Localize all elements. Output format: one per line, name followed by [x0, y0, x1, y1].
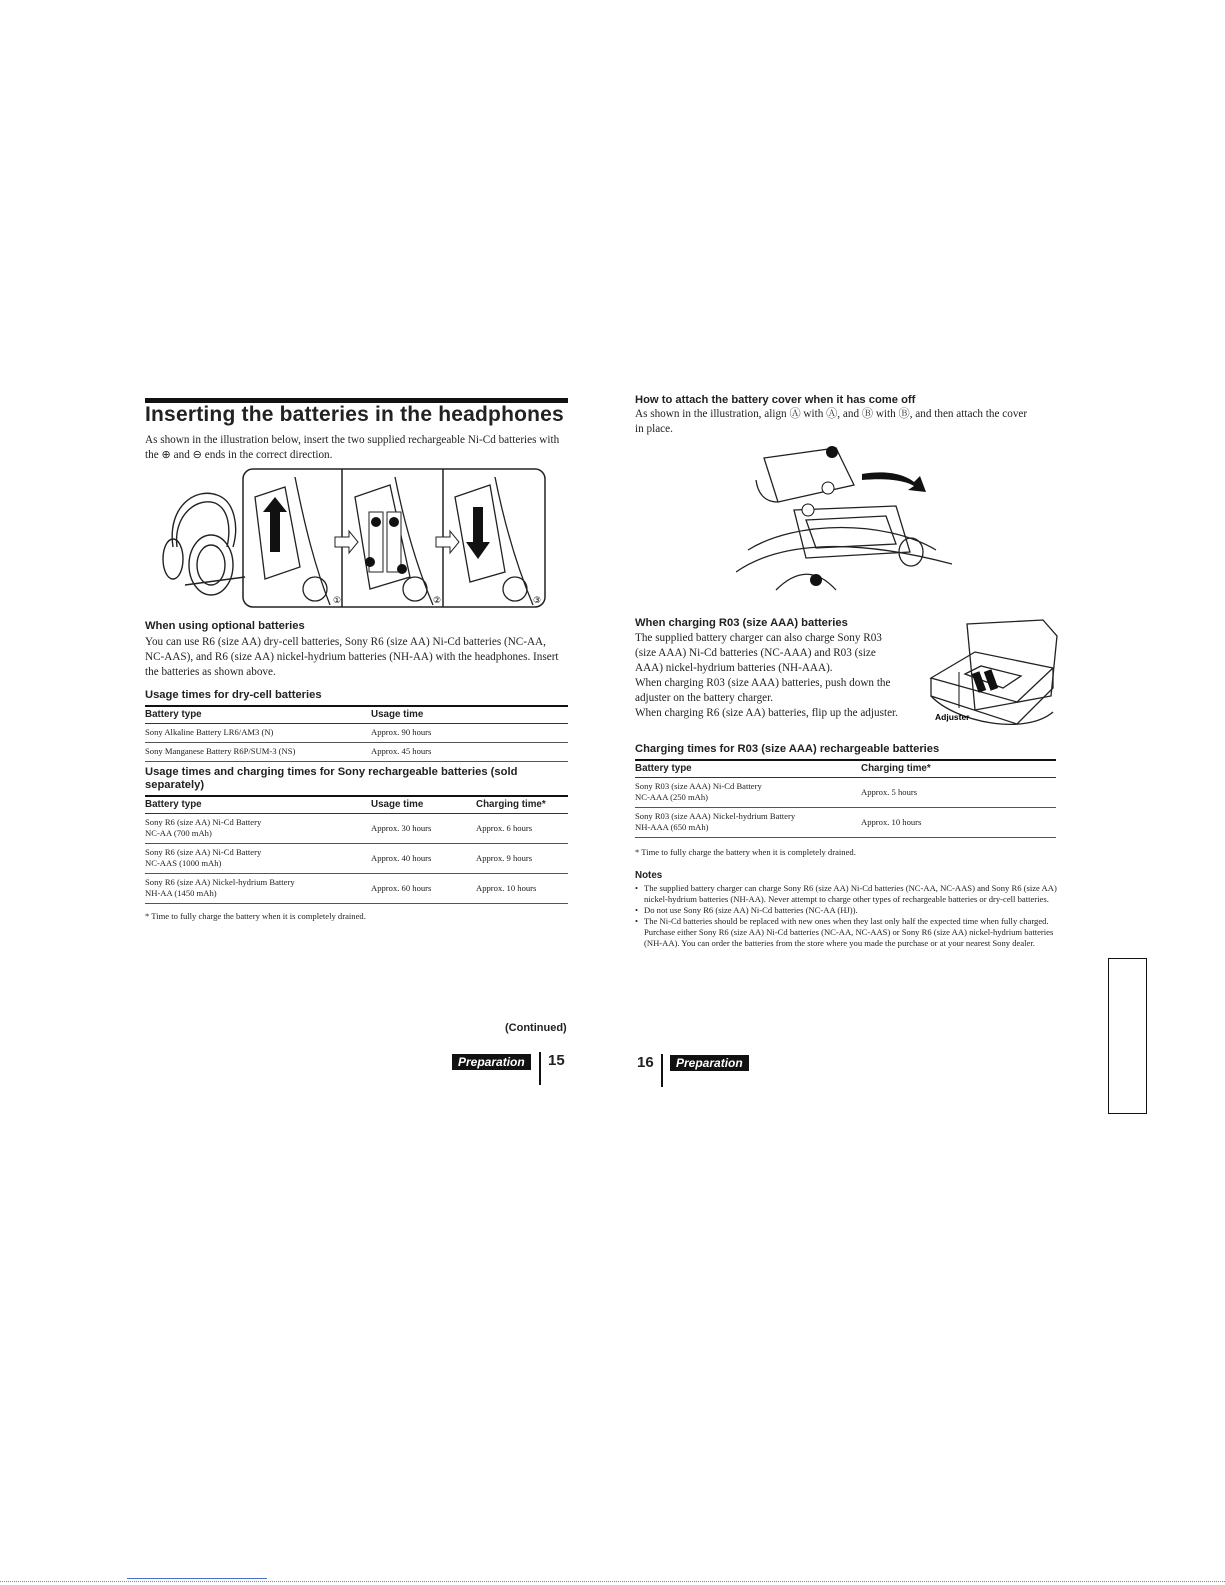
r03-text-block	[635, 631, 900, 721]
section-tab-right: Preparation	[670, 1055, 749, 1071]
dry-cell-table: Battery type Usage time Sony Alkaline Battery LR6/AM3 (N) Approx. 90 hours Sony Manganese Battery R6P/SUM-3 (NS) Approx. 45 hours	[145, 705, 568, 762]
arrow-right-icon	[862, 472, 926, 492]
arrow-up-icon	[263, 497, 287, 552]
cover-text: As shown in the illustration, align Ⓐ with Ⓐ, and Ⓑ with Ⓑ, and then attach the cover in place.	[635, 408, 1028, 435]
right-footnote: * Time to fully charge the battery when it is completely drained.	[635, 847, 856, 857]
marker-b-icon	[802, 504, 814, 516]
marker-a-icon	[810, 574, 822, 586]
marker-a-icon	[826, 446, 838, 458]
figure-label-2: ②	[433, 596, 442, 606]
r03-text-3: When charging R6 (size AA) batteries, flip up the adjuster.	[635, 707, 898, 719]
page-number-right: 16	[637, 1054, 654, 1071]
charge-table: Battery type Charging time* Sony R03 (size AAA) Ni-Cd Battery NC-AAA (250 mAh) Approx. 5 hours Sony R03 (size AAA) Nickel-hydrium Battery NH-AAA (650 mAh) Approx. 10 hours	[635, 759, 1056, 838]
link-underline	[127, 1578, 267, 1579]
adjuster-label: Adjuster	[935, 712, 970, 722]
battery-cover-illustration	[736, 440, 952, 592]
continued-label: (Continued)	[505, 1022, 567, 1034]
headphone-icon	[163, 493, 245, 595]
dry-cell-table-heading: Usage times for dry-cell batteries	[145, 689, 322, 701]
r03-text-2: When charging R03 (size AAA) batteries, push down the adjuster on the battery charger.	[635, 677, 891, 704]
charge-table-heading: Charging times for R03 (size AAA) rechargeable batteries	[635, 743, 940, 755]
left-footnote: * Time to fully charge the battery when it is completely drained.	[145, 911, 366, 921]
page-divider-left	[539, 1052, 541, 1085]
section-tab-left: Preparation	[452, 1054, 531, 1070]
table-row: Sony Manganese Battery R6P/SUM-3 (NS) Approx. 45 hours	[145, 743, 568, 762]
table-row: Sony R03 (size AAA) Ni-Cd Battery NC-AAA (250 mAh) Approx. 5 hours	[635, 778, 1056, 808]
table-row: Sony Alkaline Battery LR6/AM3 (N) Approx. 90 hours	[145, 724, 568, 743]
note-item: • The supplied battery charger can charge Sony R6 (size AA) Ni-Cd batteries (NC-AA, NC-AAS) and Sony R6 (size AA) nickel-hydrium batteries (NH-AA). Never attempt to charge other types of rechargeable batteries or dry-cell batteries.	[635, 883, 1060, 905]
marker-b-icon	[822, 482, 834, 494]
battery-insertion-illustration	[155, 467, 547, 611]
figure-label-1: ①	[333, 596, 342, 606]
notes-section	[635, 870, 1060, 949]
next-step-arrow-icon	[335, 531, 358, 553]
arrow-down-icon	[466, 507, 490, 559]
optional-batteries-text: You can use R6 (size AA) dry-cell batteries, Sony R6 (size AA) Ni-Cd batteries (NC-AA, NC-AAS), and R6 (size AA) nickel-hydrium batteries (NH-AA) with the headphones. Insert the batteries as shown above.	[145, 636, 559, 678]
table-row: Sony R6 (size AA) Nickel-hydrium Battery NH-AA (1450 mAh) Approx. 60 hours Approx. 10 hours	[145, 874, 568, 904]
page-number-left: 15	[548, 1052, 565, 1069]
cover-heading: How to attach the battery cover when it has come off	[635, 394, 916, 406]
optional-batteries-heading: When using optional batteries	[145, 620, 305, 632]
page-edge-dots	[0, 1581, 1225, 1582]
charger-illustration	[925, 612, 1077, 740]
rechargeable-table-heading: Usage times and charging times for Sony rechargeable batteries (sold separately)	[145, 766, 518, 791]
thumb-index-box	[1108, 958, 1147, 1114]
table-row: Sony R6 (size AA) Ni-Cd Battery NC-AAS (1000 mAh) Approx. 40 hours Approx. 9 hours	[145, 844, 568, 874]
table-row: Sony R03 (size AAA) Nickel-hydrium Battery NH-AAA (650 mAh) Approx. 10 hours	[635, 808, 1056, 838]
figure-label-3: ③	[533, 596, 542, 606]
intro-text: As shown in the illustration below, insert the two supplied rechargeable Ni-Cd batteries with the ⊕ and ⊖ ends in the correct direction.	[145, 434, 560, 461]
r03-text-1: The supplied battery charger can also charge Sony R03 (size AAA) Ni-Cd batteries (NC-AAA) and R03 (size AAA) nickel-hydrium batteries (NH-AAA).	[635, 632, 882, 674]
note-item: • The Ni-Cd batteries should be replaced with new ones when they last only half the expected time when fully charged. Purchase either Sony R6 (size AA) Ni-Cd batteries (NC-AA, NC-AAS) or Sony R6 (size AA) nickel-hydrium batteries (NH-AA). You can order the batteries from the store where you made the purchase or at your nearest Sony dealer.	[635, 916, 1060, 949]
r03-heading: When charging R03 (size AAA) batteries	[635, 617, 848, 629]
note-item: • Do not use Sony R6 (size AA) Ni-Cd batteries (NC-AA (HJ)).	[635, 905, 1060, 916]
rechargeable-table: Battery type Usage time Charging time* Sony R6 (size AA) Ni-Cd Battery NC-AA (700 mAh) Approx. 30 hours Approx. 6 hours Sony R6 (size AA) Ni-Cd Battery NC-AAS (1000 mAh) Approx. 40 hours Approx. 9 hours Sony R6 (size AA) Nickel-hydrium Battery NH-AA (1450 mAh) Approx. 60 hours Approx. 10 hours	[145, 795, 568, 904]
page-divider-right	[661, 1054, 663, 1087]
next-step-arrow-icon	[436, 531, 459, 553]
page-title: Inserting the batteries in the headphones	[145, 403, 564, 426]
table-row: Sony R6 (size AA) Ni-Cd Battery NC-AA (700 mAh) Approx. 30 hours Approx. 6 hours	[145, 814, 568, 844]
notes-heading: Notes	[635, 870, 663, 881]
